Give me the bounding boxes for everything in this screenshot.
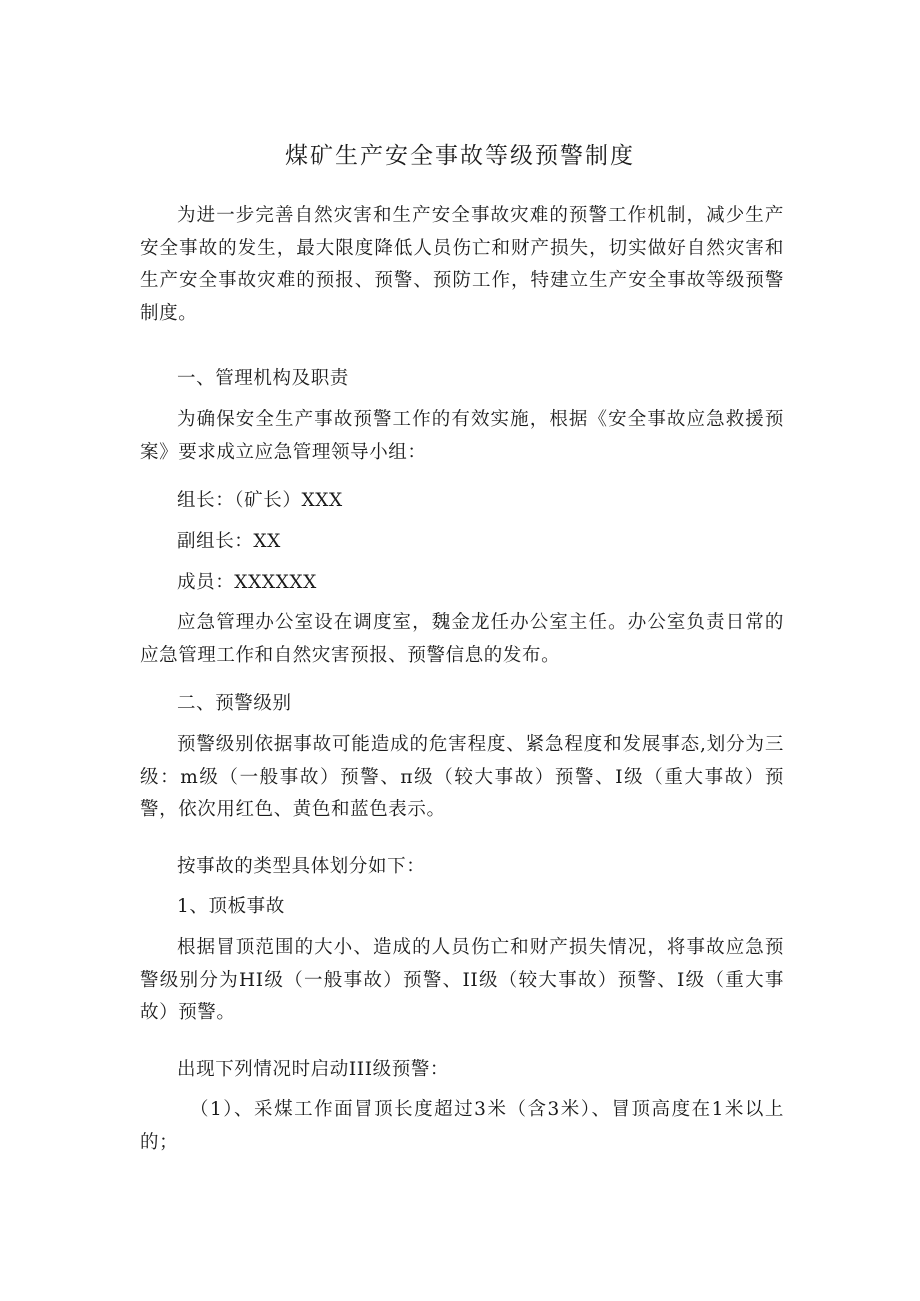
list-item-1: （1）、采煤工作面冒顶长度超过3米（含3米）、冒顶高度在1米以上的； — [140, 1099, 784, 1153]
section-heading-2: 二、预警级别 — [177, 693, 292, 714]
paragraph-office: 应急管理办公室设在调度室，魏金龙任办公室主任。办公室负责日常的应急管理工作和自然灾害预报、预警信息的发布。 — [140, 612, 784, 666]
paragraph-leader: 组长：（矿长）XXX — [177, 490, 343, 511]
paragraph-organization: 为确保安全生产事故预警工作的有效实施，根据《安全事故应急救援预案》要求成立应急管理领导小组： — [140, 409, 784, 463]
paragraph-members: 成员：XXXXXX — [177, 572, 317, 593]
section-heading-1: 一、管理机构及职责 — [177, 368, 349, 389]
paragraph-intro: 为进一步完善自然灾害和生产安全事故灾难的预警工作机制，减少生产安全事故的发生，最大限度降低人员伤亡和财产损失，切实做好自然灾害和生产安全事故灾难的预报、预警、预防工作，特建立生产安全事故等级预警制度。 — [140, 205, 784, 324]
paragraph-warning-levels: 预警级别依据事故可能造成的危害程度、紧急程度和发展事态,划分为三级：m级（一般事故）预警、π级（较大事故）预警、I级（重大事故）预警，依次用红色、黄色和蓝色表示。 — [140, 734, 784, 820]
paragraph-level3-trigger: 出现下列情况时启动III级预警： — [177, 1059, 450, 1080]
subsection-heading-roof: 1、顶板事故 — [177, 896, 285, 917]
paragraph-classification: 按事故的类型具体划分如下： — [177, 856, 426, 877]
paragraph-roof-levels: 根据冒顶范围的大小、造成的人员伤亡和财产损失情况，将事故应急预警级别分为HI级（一般事故）预警、II级（较大事故）预警、I级（重大事故）预警。 — [140, 937, 784, 1023]
document-title: 煤矿生产安全事故等级预警制度 — [285, 143, 635, 169]
paragraph-deputy-leader: 副组长：XX — [177, 531, 281, 552]
